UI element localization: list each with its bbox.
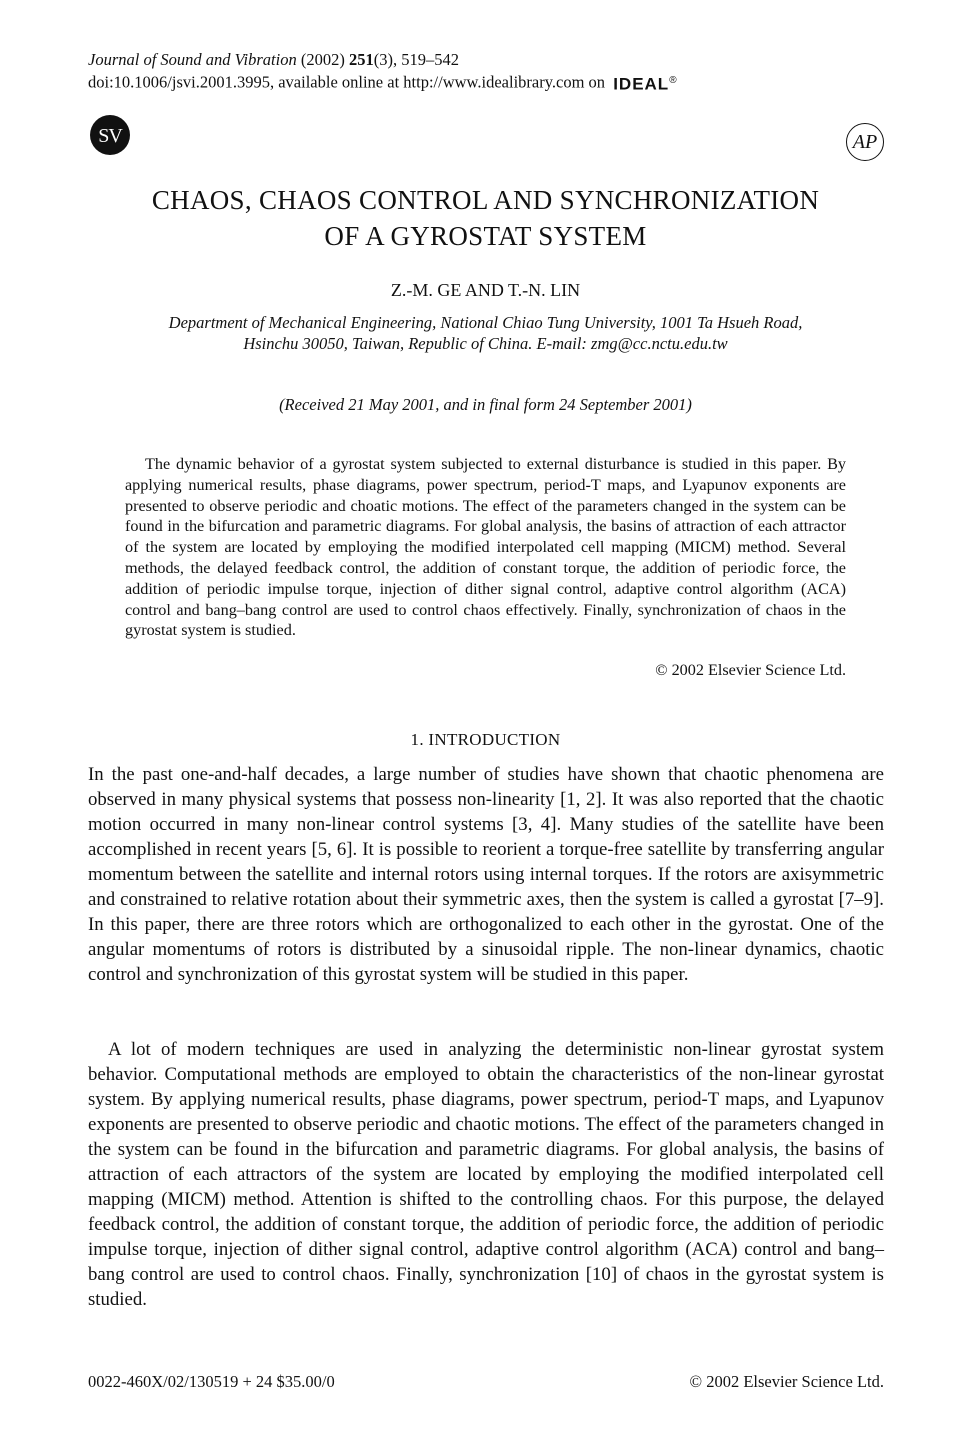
- journal-volume: 251: [348, 50, 374, 69]
- abstract: The dynamic behavior of a gyrostat system subjected to external disturbance is studied in this paper. By applying numerical results, phase diagrams, power spectrum, period-T maps, and Lyapunov exponents are presented to observe periodic and choatic motions. The effect of the parameters changed in the system can be found in the bifurcation and parametric diagrams. For global analysis, the basins of attraction of each attractor of the system are located by employing the modified interpolated cell mapping (MICM) method. Several methods, the delayed feedback control, the addition of constant torque, the addition of periodic force, the addition of periodic impulse torque, injection of dither signal control, adaptive control algorithm (ACA) control and bang–bang control are used to control chaos effectively. Finally, synchronization of chaos in the gyrostat system is studied.: [125, 455, 846, 640]
- abstract-copyright: © 2002 Elsevier Science Ltd.: [655, 661, 846, 679]
- footer-issn: 0022-460X/02/130519 + 24 $35.00/0: [88, 1372, 335, 1391]
- doi-line: [88, 70, 678, 95]
- title-line-1: CHAOS, CHAOS CONTROL AND SYNCHRONIZATION: [151, 185, 820, 215]
- affiliation-line-1: Department of Mechanical Engineering, National Chiao Tung University, 1001 Ta Hsueh Road,: [168, 313, 803, 332]
- journal-year: (2002): [300, 50, 345, 69]
- authors: Z.-M. GE AND T.-N. LIN: [390, 280, 581, 300]
- ideal-logo: [613, 70, 677, 95]
- intro-paragraph-1: In the past one-and-half decades, a large number of studies have shown that chaotic phenomena are observed in many physical systems that possess non-linearity [1, 2]. It was also reported that the chaotic motion occurred in many non-linear control systems [3, 4]. Many studies of the satellite have been accomplished in recent years [5, 6]. It is possible to reorient a torque-free satellite by transferring angular momentum between the satellite and internal rotors using internal torques. If the rotors are axisymmetric and constrained to relative rotation about their symmetric axes, then the system is called a gyrostat [7–9]. In this paper, there are three rotors which are orthogonalized to each other in the gyrostat. One of the angular momentums of rotors is distributed by a sinusoidal ripple. The non-linear dynamics, chaotic control and synchronization of this gyrostat system will be studied in this paper.: [88, 764, 884, 985]
- paper-title: [0, 182, 971, 254]
- section-heading: 1. INTRODUCTION: [410, 730, 561, 749]
- journal-name: Journal of Sound and Vibration: [88, 50, 297, 69]
- affiliation-line-2: Hsinchu 30050, Taiwan, Republic of China. E-mail: zmg@cc.nctu.edu.tw: [243, 334, 728, 353]
- received-dates: (Received 21 May 2001, and in final form 24 September 2001): [279, 395, 692, 414]
- title-line-2: OF A GYROSTAT SYSTEM: [324, 221, 647, 251]
- ideal-logo-text: IDEAL: [613, 74, 670, 94]
- affiliation: [100, 312, 871, 354]
- journal-header: [88, 49, 678, 95]
- footer-copyright: © 2002 Elsevier Science Ltd.: [689, 1372, 884, 1391]
- journal-issue-pages: (3), 519–542: [373, 50, 459, 69]
- ideal-registered-mark: ®: [669, 75, 678, 86]
- doi-text[interactable]: doi:10.1006/jsvi.2001.3995, available online at http://www.idealibrary.com on: [88, 72, 606, 92]
- ap-logo: AP: [846, 123, 884, 161]
- intro-paragraph-2: A lot of modern techniques are used in analyzing the deterministic non-linear gyrostat system behavior. Computational methods are employed to obtain the characteristics of the non-linear gyrostat system. By applying numerical results, phase diagrams, power spectrum, period-T maps, and Lyapunov exponents are presented to observe periodic and chaotic motions. The effect of the parameters changed in the system can be found in the bifurcation and parametric diagrams. For global analysis, the basins of attraction of each attractors of the system are located by employing the modified interpolated cell mapping (MICM) method. Attention is shifted to the controlling chaos. For this purpose, the delayed feedback control, the addition of constant torque, the addition of periodic force, the addition of periodic impulse torque, injection of dither signal control, adaptive control algorithm (ACA) control and bang–bang control are used to control chaos. Finally, synchronization [10] of chaos in the gyrostat system is studied.: [88, 1039, 884, 1310]
- citation-line: [88, 49, 678, 70]
- sv-logo: SV: [90, 115, 130, 155]
